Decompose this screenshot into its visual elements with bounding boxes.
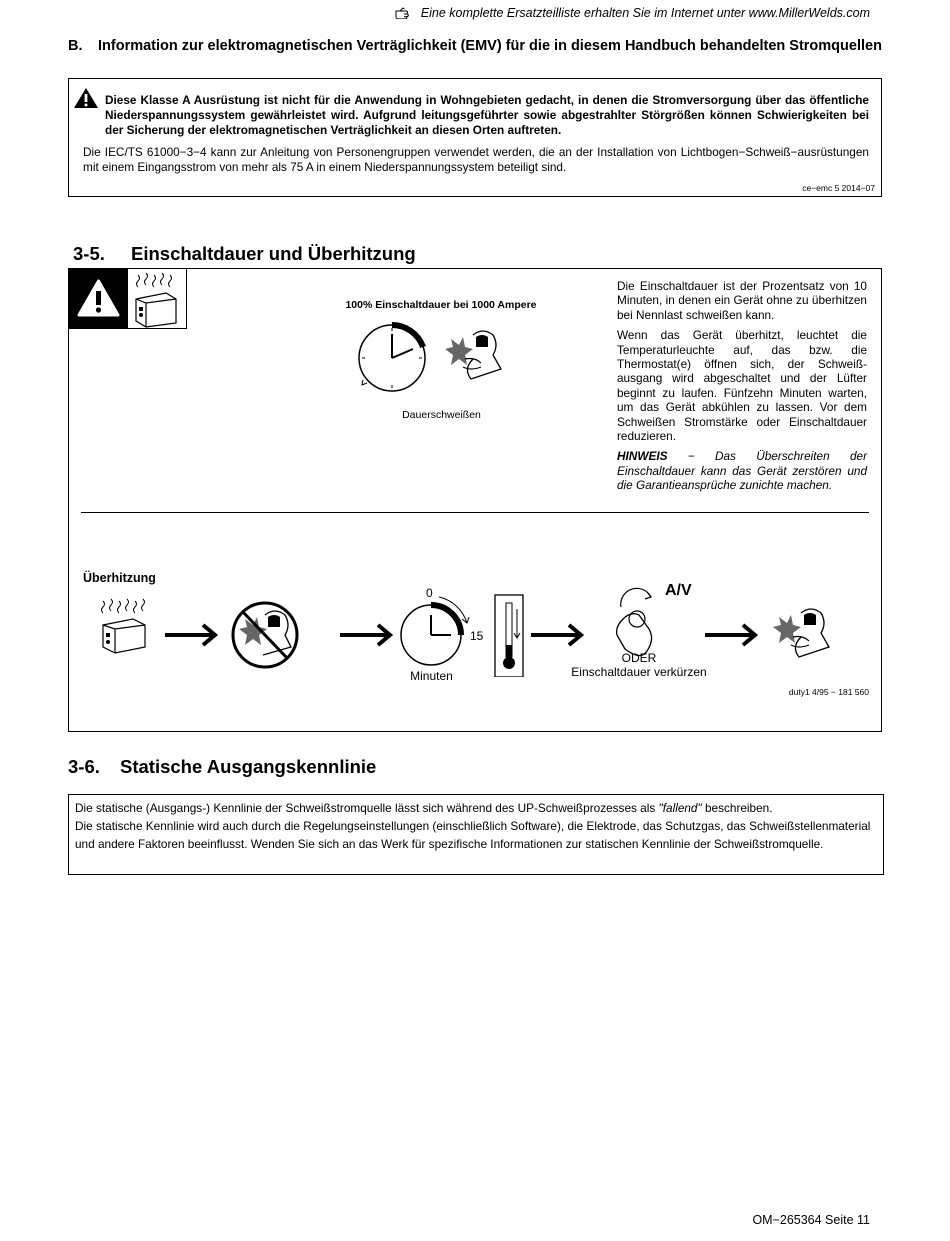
note-label: HINWEIS: [617, 449, 668, 464]
emv-info-text: Die IEC/TS 61000−3−4 kann zur Anleitung von Personengruppen verwendet werden, die an der Installation von Lichtbogen−Schweiß−ausrüstungen mit einem Eingangsstrom von mehr als 75 A in einem Niederspannungssystem beteiligt sind.: [83, 145, 869, 174]
duty-diagram: [355, 321, 525, 401]
duty-title: 100% Einschaltdauer bei 1000 Ampere: [345, 299, 537, 311]
pointing-hand-icon: [395, 7, 415, 19]
section-b-heading: [68, 37, 882, 55]
heat-machine-icon: [102, 599, 146, 653]
arrow-icon: [705, 625, 755, 645]
oder-label: ODER: [621, 651, 657, 665]
parts-list-note: [395, 6, 870, 20]
reduce-label: Einschaltdauer verkürzen: [571, 665, 707, 679]
duty-para-2: Wenn das Gerät überhitzt, leuchtet die Temperaturleuchte auf, das bzw. die Thermostat(e) öffnen sich, der Schweiß-ausgang wird abgeschaltet und der Lüfter beginnt zu laufen. Fünfzehn Minuten warten, um das Gerät abkühlen zu lassen. Vor dem Schweißen Stromstärke oder Einschaltdauer reduzieren.: [617, 328, 867, 444]
static-characteristic-box: [68, 794, 884, 875]
warning-block: [69, 269, 128, 329]
warning-triangle-icon: [69, 269, 128, 329]
emv-warning-text: Diese Klasse A Ausrüstung ist nicht für die Anwendung in Wohngebieten gedacht, in denen die Stromversorgung über das öffentliche Niederspannungssystem gewährleistet wird. Aufgrund leitungsgeführter sowie abgestrahlter Störgrößen können Schwierigkeiten bei der Sicherung der elektromagnetischen Verträglichkeit an diesen Orten auftreten.: [105, 93, 869, 137]
heat-machine-icon: [128, 269, 186, 328]
duty-description: [617, 279, 867, 499]
welder-icon: [773, 609, 829, 657]
duty-note: [617, 449, 867, 492]
arrow-icon: [340, 625, 390, 645]
emv-box: [68, 78, 882, 197]
clock-icon: [401, 597, 469, 665]
section-35-heading: [73, 243, 416, 265]
note-text: − Das Überschreiten der Einschaltdauer kann das Gerät zerstören und die Garantieansprüche zunichte machen.: [617, 449, 867, 493]
static-line-1-a: Die statische (Ausgangs-) Kennlinie der Schweißstromquelle lässt sich während des UP-Schweißprozesses als: [75, 801, 659, 815]
adjust-knob-icon: [617, 588, 652, 655]
arrow-icon: [531, 625, 581, 645]
minutes-label: Minuten: [410, 669, 453, 683]
warning-triangle-icon: [73, 87, 99, 109]
section-36-heading: [68, 756, 376, 778]
duty-para-1: Die Einschaltdauer ist der Prozentsatz von 10 Minuten, in denen ein Gerät ohne zu überhitzen bei Nennlast schweißen kann.: [617, 279, 867, 322]
overheat-label: Überhitzung: [83, 571, 156, 585]
section-35-number: 3-5.: [73, 243, 105, 264]
static-line-1: [75, 799, 877, 817]
clock-icon: [359, 325, 425, 391]
section-b-number: B.: [68, 38, 83, 54]
parts-list-text: Eine komplette Ersatzteilliste erhalten Sie im Internet unter www.MillerWelds.com: [420, 6, 870, 20]
heat-machine-block: [128, 269, 187, 329]
arrow-icon: [165, 625, 215, 645]
clock-zero-label: 0: [426, 587, 433, 600]
reduce-caption: [539, 651, 739, 679]
divider: [81, 512, 869, 513]
page-footer: OM−265364 Seite 11: [752, 1213, 870, 1227]
duty-code: duty1 4/95 − 181 560: [788, 687, 869, 697]
static-line-1-b: beschreiben.: [701, 801, 773, 815]
overheat-sequence: [95, 587, 875, 677]
section-36-number: 3-6.: [68, 756, 100, 777]
emv-code: ce−emc 5 2014−07: [802, 183, 875, 193]
clock-fifteen-label: 15: [470, 629, 484, 643]
section-b-title: Information zur elektromagnetischen Verträglichkeit (EMV) für die in diesem Handbuch behandelten Stromquellen: [98, 38, 882, 54]
welder-icon: [445, 331, 501, 379]
section-36-title: Statische Ausgangskennlinie: [120, 756, 377, 777]
duty-cycle-box: [68, 268, 882, 732]
duty-icons: [69, 269, 187, 329]
thermometer-icon: [495, 595, 523, 677]
av-label: A/V: [665, 582, 692, 599]
duty-caption: Dauerschweißen: [402, 409, 481, 421]
section-35-title: Einschaltdauer und Überhitzung: [131, 243, 416, 264]
no-welding-icon: [233, 603, 297, 667]
static-line-2: Die statische Kennlinie wird auch durch die Regelungseinstellungen (einschließlich Software), die Elektrode, das Schutzgas, das Schweißstellenmaterial und andere Faktoren beeinflusst. Wenden Sie sich an das Werk für spezifische Informationen zur statischen Kennlinie der Schweißstromquelle.: [75, 819, 871, 851]
static-line-1-italic: "fallend": [658, 801, 702, 815]
